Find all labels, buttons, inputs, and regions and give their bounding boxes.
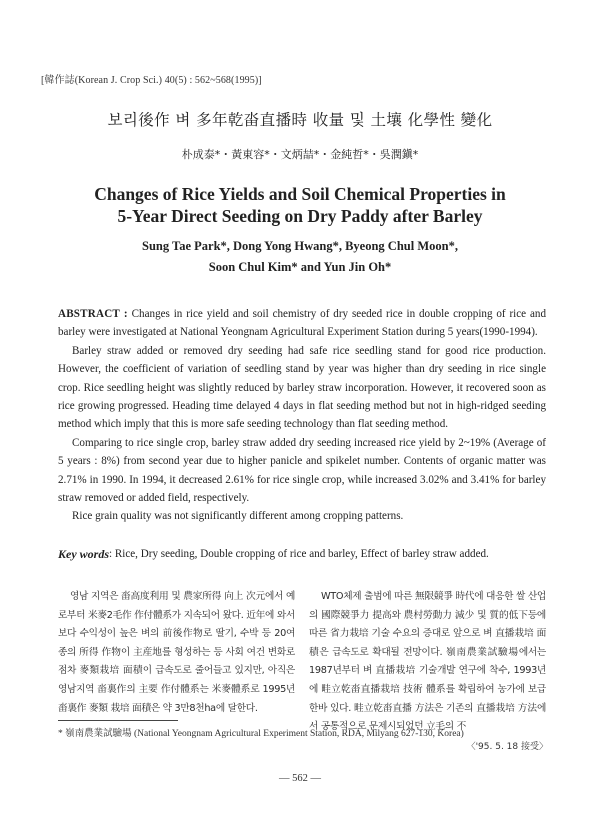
abstract-paragraph-3: Comparing to rice single crop, barley straw added dry seeding increased rice yield by 2~19% (Average of 5 years : 8%) from second year due to higher panicle and spikelet number. Contents of organic matter was 2.71% in 1990. In 1994, it decreased 2.61% for rice single crop, while increased 3.02% and 3.41% for barley straw removed or added field, respectively. [58, 436, 546, 505]
abstract [58, 305, 546, 526]
keywords-text: : Rice, Dry seeding, Double cropping of rice and barley, Effect of barley straw added. [109, 548, 489, 560]
abstract-paragraph-2: Barley straw added or removed dry seeding had safe rice seedling stand for good rice production. However, the coefficient of variation of seedling stand by year was higher than dry seeding in rice single crop. Rice seedling height was slightly reduced by barley straw incorporation. However, it recovered soon as rice growing progressed. Heading time delayed 4 days in flat seeding method but not in high-ridged seeding method which imply that this is more safe seeding technology than flat seeding method. [58, 344, 546, 431]
abstract-label: ABSTRACT : [58, 308, 128, 320]
english-authors-line2: Soon Chul Kim* and Yun Jin Oh* [208, 260, 392, 274]
page-number: — 562 — [279, 773, 321, 784]
english-title [0, 183, 600, 227]
abstract-paragraph-1 [58, 305, 546, 342]
body-column-left [58, 588, 295, 718]
keywords [58, 545, 546, 563]
korean-authors: 朴成泰*・黃東容*・文炳喆*・金純哲*・吳潤鎭* [181, 148, 419, 161]
english-authors [0, 236, 600, 278]
body-left-paragraph: 영남 지역은 畓高度利用 및 農家所得 向上 次元에서 예로부터 米麥2毛作 作付體系가 지속되어 왔다. 近年에 와서 보다 수익성이 높은 벼의 前後作物로 딸기, 수박 등 20여종의 所得 作物이 主産地를 형성하는 등 사회 여건 변화로 점차 麥類栽培 面積이 급속도로 줄어들고 있지만, 아직은 영남지역 畓裏作의 主要 作付體系는 米麥體系로 1995년 畓裏作 麥類 栽培 面積은 약 3만8천ha에 달한다. [58, 591, 295, 714]
footnote-divider [58, 720, 178, 721]
abstract-paragraph-4: Rice grain quality was not significantly different among cropping patterns. [72, 510, 404, 523]
affiliation-footnote: * 嶺南農業試驗場 (National Yeongnam Agricultural Experiment Station, RDA, Milyang 627-130, Korea) [58, 729, 464, 739]
english-authors-line1: Sung Tae Park*, Dong Yong Hwang*, Byeong Chul Moon*, [142, 239, 458, 253]
body-right-paragraph: WTO체제 출범에 따른 無限競爭 時代에 대응한 쌀 산업의 國際競爭力 提高와 農村勞動力 減少 및 質的低下등에 따른 省力栽培 기술 수요의 증대로 앞으로 벼 直播栽培 面積은 급속도로 확대될 전망이다. 嶺南農業試驗場에서는 1987년부터 벼 直播栽培 기술개발 연구에 착수, 1993년에 畦立乾畓直播栽培 技術 體系를 확립하여 농가에 보급한바 있다. 畦立乾畓直播 方法은 기존의 直播栽培 方法에서 공통적으로 문제시되었던 立毛의 不 [309, 591, 546, 733]
body-column-right [309, 588, 546, 737]
journal-citation: [韓作誌(Korean J. Crop Sci.) 40(5) : 562~568(1995)] [41, 75, 262, 86]
abstract-text-1: Changes in rice yield and soil chemistry of dry seeded rice in double cropping of rice and barley were investigated at National Yeongnam Agricultural Experiment Station during 5 years(1990-1994). [58, 308, 546, 339]
english-title-line2: 5-Year Direct Seeding on Dry Paddy after Barley [117, 206, 483, 226]
korean-title: 보리後作 벼 多年乾畓直播時 收量 및 土壤 化學性 變化 [107, 111, 493, 129]
english-title-line1: Changes of Rice Yields and Soil Chemical Properties in [94, 184, 506, 204]
received-date: 〈'95. 5. 18 接受〉 [466, 742, 548, 752]
keywords-label: Key words [58, 547, 109, 561]
